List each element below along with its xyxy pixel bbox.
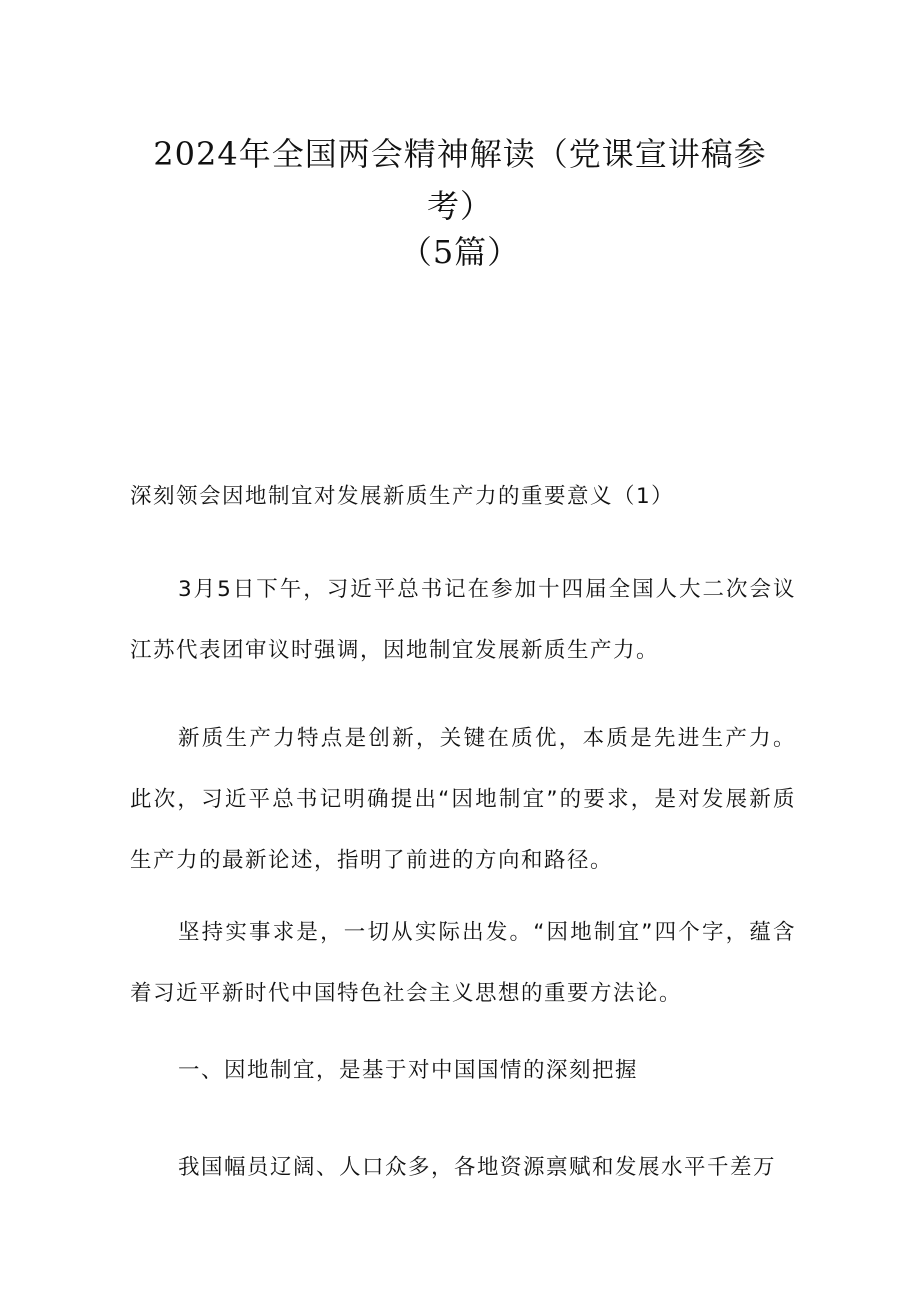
paragraph-1: 3月5日下午，习近平总书记在参加十四届全国人大二次会议江苏代表团审议时强调，因地制宜发展新质生产力。 (130, 577, 796, 663)
paragraph-4: 我国幅员辽阔、人口众多，各地资源禀赋和发展水平千差万 (178, 1155, 777, 1180)
paragraph-2: 新质生产力特点是创新，关键在质优，本质是先进生产力。此次，习近平总书记明确提出“因地制宜”的要求，是对发展新质生产力的最新论述，指明了前进的方向和路径。 (130, 726, 796, 873)
document-title-line-2: 考） (426, 187, 493, 225)
section-heading: 一、因地制宜，是基于对中国国情的深刻把握 (178, 1058, 639, 1083)
document-title-line-1: 2024年全国两会精神解读（党课宣讲稿参 (153, 135, 767, 173)
paragraph-3: 坚持实事求是，一切从实际出发。“因地制宜”四个字，蕴含着习近平新时代中国特色社会主义思想的重要方法论。 (130, 920, 796, 1006)
article-subtitle: 深刻领会因地制宜对发展新质生产力的重要意义（1） (130, 484, 675, 509)
document-title-count: （5篇） (399, 233, 521, 271)
